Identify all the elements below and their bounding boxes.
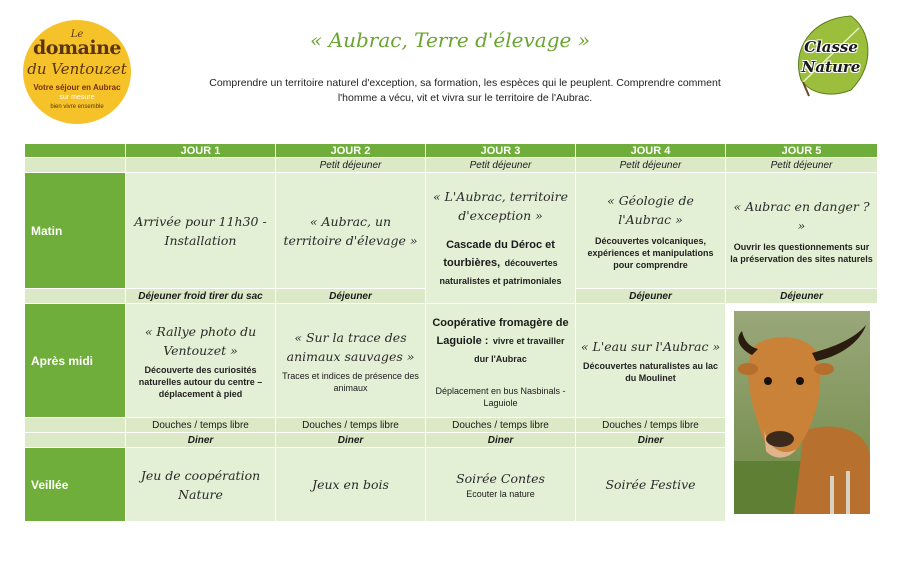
day-3-apres-midi-strong-desc: vivre et travailler dur l'Aubrac bbox=[474, 335, 565, 364]
logo-classe-text: Classe bbox=[804, 38, 858, 56]
day-5-matin-title: « Aubrac en danger ? » bbox=[733, 198, 870, 233]
day-2-lunch: Déjeuner bbox=[276, 289, 426, 304]
days-header-row bbox=[25, 144, 878, 158]
day-2-veillee-title: Jeux en bois bbox=[312, 477, 389, 492]
matin-label: Matin bbox=[25, 173, 126, 289]
day-4-apres-midi-desc: Découvertes naturalistes au lac du Moulinet bbox=[582, 361, 719, 383]
day-1-veillee-title: Jeu de coopération Nature bbox=[140, 467, 261, 502]
day-3-dinner: Diner bbox=[426, 433, 576, 448]
schedule-table bbox=[24, 143, 878, 522]
logo-line-domaine: domaine bbox=[33, 37, 121, 59]
day-4-dinner: Diner bbox=[576, 433, 726, 448]
header-corner bbox=[25, 144, 126, 158]
day-2-breakfast: Petit déjeuner bbox=[276, 158, 426, 173]
day-4-veillee-title: Soirée Festive bbox=[605, 477, 696, 492]
breakfast-label-cell bbox=[25, 158, 126, 173]
day-1-veillee bbox=[126, 448, 276, 522]
cow-photo-cell bbox=[726, 304, 878, 522]
classe-nature-logo bbox=[781, 10, 881, 100]
day-4-header: JOUR 4 bbox=[576, 144, 726, 158]
day-4-lunch: Déjeuner bbox=[576, 289, 726, 304]
logo-line-sejour: Votre séjour en Aubrac bbox=[33, 83, 121, 92]
day-4-matin-desc: Découvertes volcaniques, expériences et manipulations pour comprendre bbox=[587, 235, 714, 270]
apres-midi-row bbox=[25, 304, 878, 418]
day-2-veillee bbox=[276, 448, 426, 522]
matin-row bbox=[25, 173, 878, 289]
day-2-apres-midi-desc: Traces et indices de présence des animaux bbox=[282, 370, 419, 393]
day-2-apres-midi-title: « Sur la trace des animaux sauvages » bbox=[286, 329, 415, 364]
logo-line-le: Le bbox=[70, 29, 84, 40]
logo-line-bien-vivre: bien vivre ensemble bbox=[50, 104, 104, 110]
page-title: « Aubrac, Terre d'élevage » bbox=[310, 28, 590, 52]
day-3-matin bbox=[426, 173, 576, 304]
day-3-apres-midi bbox=[426, 304, 576, 418]
day-3-matin-details bbox=[430, 235, 571, 289]
day-5-header: JOUR 5 bbox=[726, 144, 878, 158]
day-1-lunch: Déjeuner froid tirer du sac bbox=[126, 289, 276, 304]
dinner-label-cell bbox=[25, 433, 126, 448]
day-4-apres-midi-title: « L'eau sur l'Aubrac » bbox=[580, 339, 721, 354]
day-3-veillee-title: Soirée Contes bbox=[456, 471, 545, 486]
day-2-matin-title: « Aubrac, un territoire d'élevage » bbox=[283, 213, 418, 248]
day-2-apres-midi bbox=[276, 304, 426, 418]
day-5-matin-desc: Ouvrir les questionnements sur la préservation des sites naturels bbox=[730, 241, 873, 264]
showers-label-cell bbox=[25, 418, 126, 433]
day-3-matin-strong: Cascade du Déroc et tourbières, bbox=[443, 239, 555, 269]
subtitle-line-1: Comprendre un territoire naturel d'exception, sa formation, les espèces qui le peuplent. Comprendre comment bbox=[209, 77, 721, 89]
day-3-apres-midi-plain: Déplacement en bus Nasbinals - Laguiole bbox=[435, 385, 566, 408]
page-subtitle bbox=[180, 76, 750, 106]
day-4-matin-title: « Géologie de l'Aubrac » bbox=[607, 192, 694, 227]
day-1-showers: Douches / temps libre bbox=[126, 418, 276, 433]
day-3-apres-midi-strong: Coopérative fromagère de Laguiole : bbox=[432, 316, 569, 347]
aubrac-cow-image bbox=[734, 311, 870, 514]
day-2-dinner: Diner bbox=[276, 433, 426, 448]
logo-line-ventouzet: du Ventouzet bbox=[27, 60, 127, 78]
day-4-veillee bbox=[576, 448, 726, 522]
day-1-header: JOUR 1 bbox=[126, 144, 276, 158]
day-2-header: JOUR 2 bbox=[276, 144, 426, 158]
day-5-matin bbox=[726, 173, 878, 289]
veillee-label: Veillée bbox=[25, 448, 126, 522]
day-5-lunch: Déjeuner bbox=[726, 289, 878, 304]
day-4-breakfast: Petit déjeuner bbox=[576, 158, 726, 173]
day-4-matin bbox=[576, 173, 726, 289]
day-3-matin-desc: découvertes naturalistes et patrimoniales bbox=[439, 258, 562, 286]
day-3-header: JOUR 3 bbox=[426, 144, 576, 158]
day-3-breakfast: Petit déjeuner bbox=[426, 158, 576, 173]
day-4-showers: Douches / temps libre bbox=[576, 418, 726, 433]
apres-midi-label: Après midi bbox=[25, 304, 126, 418]
day-3-veillee bbox=[426, 448, 576, 522]
day-3-showers: Douches / temps libre bbox=[426, 418, 576, 433]
breakfast-row bbox=[25, 158, 878, 173]
domaine-ventouzet-logo bbox=[23, 20, 131, 124]
day-2-showers: Douches / temps libre bbox=[276, 418, 426, 433]
day-1-matin-title: Arrivée pour 11h30 - Installation bbox=[134, 213, 267, 248]
subtitle-line-2: l'homme a vécu, vit et vivra sur le territoire de l'Aubrac. bbox=[337, 92, 593, 104]
day-3-matin-title: « L'Aubrac, territoire d'exception » bbox=[432, 189, 569, 223]
day-1-apres-midi-desc: Découverte des curiosités naturelles autour du centre – déplacement à pied bbox=[138, 364, 263, 399]
logo-line-sur-mesure: sur mesure bbox=[59, 94, 95, 101]
day-1-dinner: Diner bbox=[126, 433, 276, 448]
day-3-apres-midi-main bbox=[430, 313, 571, 367]
day-3-veillee-desc: Ecouter la nature bbox=[466, 489, 535, 499]
day-4-apres-midi bbox=[576, 304, 726, 418]
day-1-breakfast bbox=[126, 158, 276, 173]
day-1-apres-midi-title: « Rallye photo du Ventouzet » bbox=[144, 323, 257, 358]
day-5-breakfast: Petit déjeuner bbox=[726, 158, 878, 173]
lunch-label-cell bbox=[25, 289, 126, 304]
logo-nature-text: Nature bbox=[801, 58, 861, 76]
day-2-matin bbox=[276, 173, 426, 289]
day-1-matin bbox=[126, 173, 276, 289]
day-1-apres-midi bbox=[126, 304, 276, 418]
